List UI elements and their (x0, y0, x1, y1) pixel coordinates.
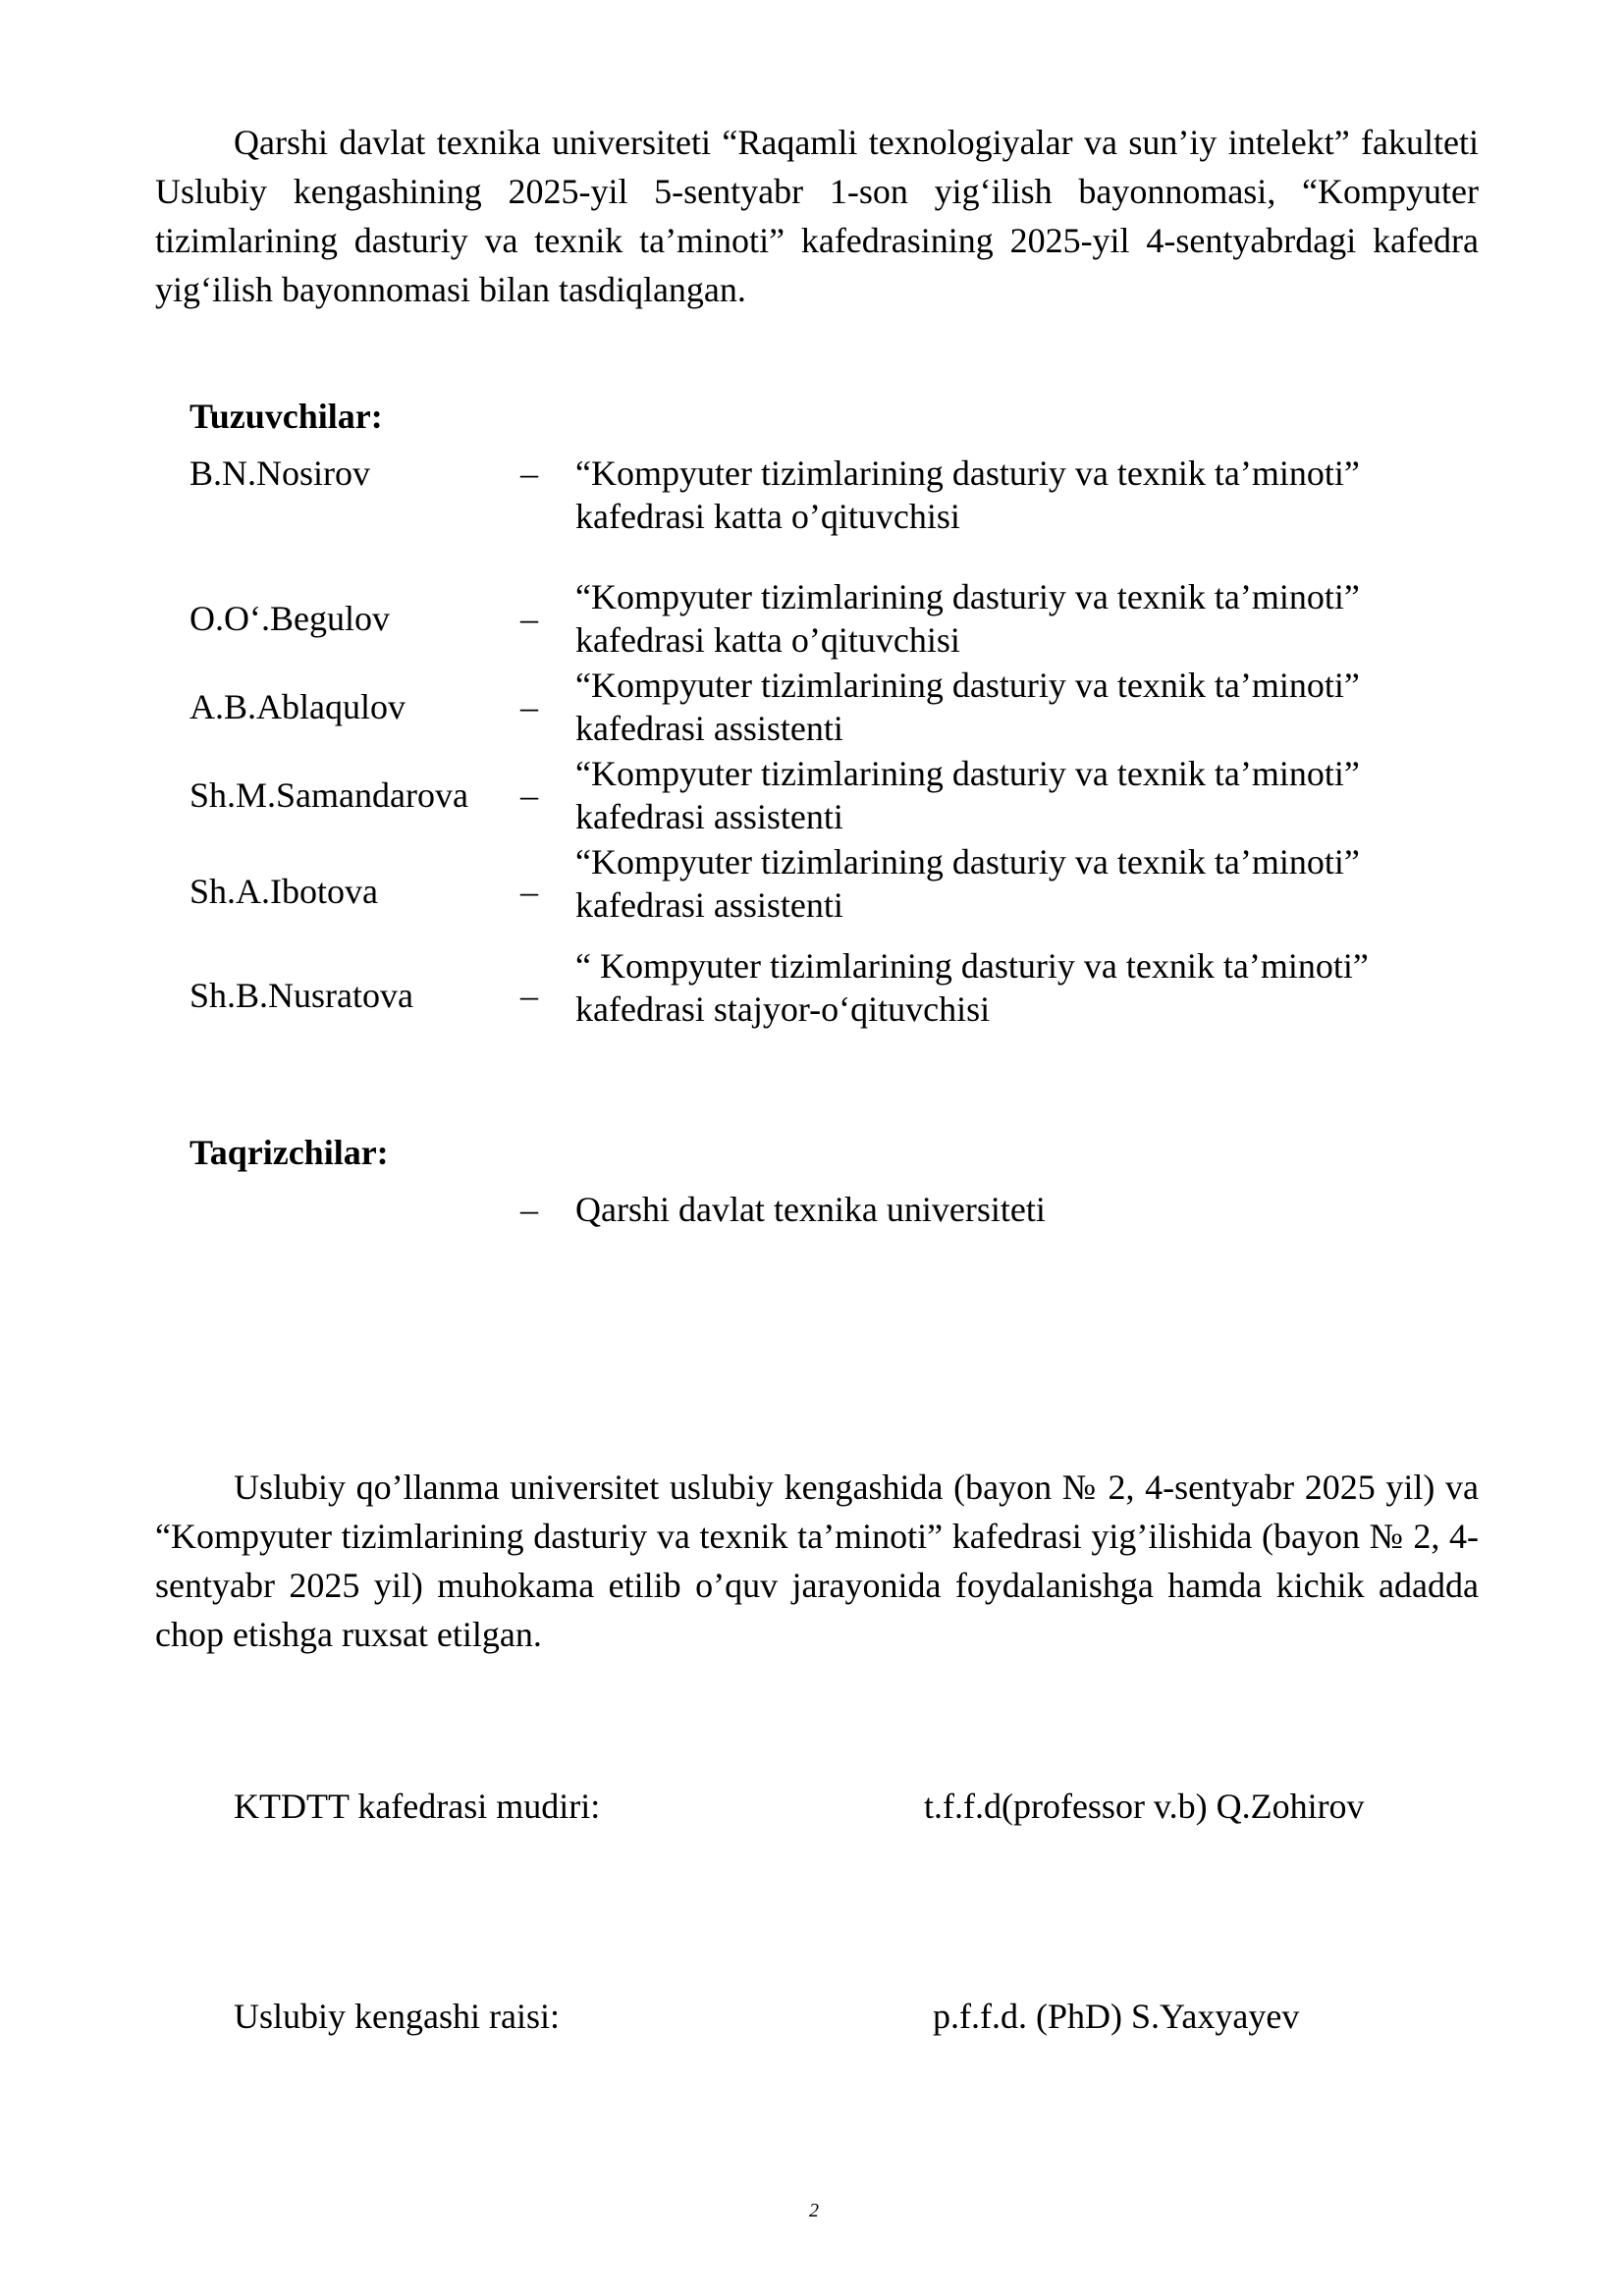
author-role (575, 452, 1479, 538)
signature-line (234, 1995, 1510, 2038)
author-role (575, 664, 1479, 750)
author-role-line: “Kompyuter tizimlarining dasturiy va texnik ta’minoti” (575, 666, 1360, 705)
signature-person: t.f.f.d(professor v.b) Q.Zohirov (924, 1787, 1365, 1826)
approval-paragraph: Uslubiy qo’llanma universitet uslubiy kengashida (bayon № 2, 4-sentyabr 2025 yil) va “Kompyuter tizimlarining dasturiy va texnik ta’minoti” kafedrasi yig’ilishida (bayon № 2, 4-sentyabr 2025 yil) muhokama etilib o’quv jarayonida foydalanishga hamda kichik adadda chop etishga ruxsat etilgan. (155, 1468, 1479, 1654)
author-role-line: kafedrasi assistenti (575, 709, 843, 748)
author-name: Sh.B.Nusratova (189, 976, 413, 1015)
page-number: 2 (809, 2200, 819, 2221)
dash: – (520, 872, 538, 911)
author-role-line: kafedrasi assistenti (575, 797, 843, 836)
signature-label: KTDTT kafedrasi mudiri: (234, 1787, 601, 1826)
author-entry (189, 840, 1479, 929)
authors-heading: Tuzuvchilar: (189, 397, 383, 436)
signature-line (234, 1785, 1510, 1828)
reviewer-organization: Qarshi davlat texnika universiteti (575, 1190, 1046, 1229)
author-role (575, 575, 1479, 662)
author-role-line: “ Kompyuter tizimlarining dasturiy va texnik ta’minoti” (575, 946, 1369, 986)
dash: – (520, 976, 538, 1015)
signature-label: Uslubiy kengashi raisi: (234, 1997, 560, 2036)
author-name: Sh.M.Samandarova (189, 775, 468, 815)
reviewers-heading: Taqrizchilar: (189, 1133, 389, 1172)
author-role-line: “Kompyuter tizimlarining dasturiy va texnik ta’minoti” (575, 454, 1360, 493)
author-role-line: “Kompyuter tizimlarining dasturiy va texnik ta’minoti” (575, 842, 1360, 881)
dash: – (520, 454, 538, 493)
author-entry (189, 752, 1479, 840)
dash: – (520, 687, 538, 726)
dash: – (520, 1190, 538, 1229)
reviewer-entry (189, 1188, 1479, 1231)
dash: – (520, 599, 538, 638)
author-role-line: “Kompyuter tizimlarining dasturiy va texnik ta’minoti” (575, 754, 1360, 793)
dash: – (520, 775, 538, 815)
author-name: A.B.Ablaqulov (189, 687, 406, 726)
author-entry (189, 664, 1479, 752)
intro-paragraph: Qarshi davlat texnika universiteti “Raqamli texnologiyalar va sun’iy intelekt” fakulteti Uslubiy kengashining 2025-yil 5-sentyabr 1-son yig‘ilish bayonnomasi, “Kompyuter tizimlarining dasturiy va texnik ta’minoti” kafedrasining 2025-yil 4-sentyabrdagi kafedra yig‘ilish bayonnomasi bilan tasdiqlangan. (155, 123, 1479, 309)
author-entry (189, 452, 1479, 540)
author-role-line: kafedrasi katta o’qituvchisi (575, 620, 960, 660)
author-role-line: kafedrasi assistenti (575, 885, 843, 925)
author-role (575, 840, 1479, 927)
author-entry (189, 944, 1479, 1033)
author-role-line: kafedrasi stajyor-o‘qituvchisi (575, 989, 991, 1029)
author-role-line: “Kompyuter tizimlarining dasturiy va texnik ta’minoti” (575, 577, 1360, 616)
author-entry (189, 575, 1479, 664)
author-name: B.N.Nosirov (189, 454, 371, 493)
author-role-line: kafedrasi katta o’qituvchisi (575, 497, 960, 536)
author-role (575, 752, 1479, 838)
signature-person: p.f.f.d. (PhD) S.Yaxyayev (933, 1997, 1300, 2036)
author-name: O.O‘.Begulov (189, 599, 390, 638)
author-name: Sh.A.Ibotova (189, 872, 378, 911)
author-role (575, 944, 1479, 1031)
